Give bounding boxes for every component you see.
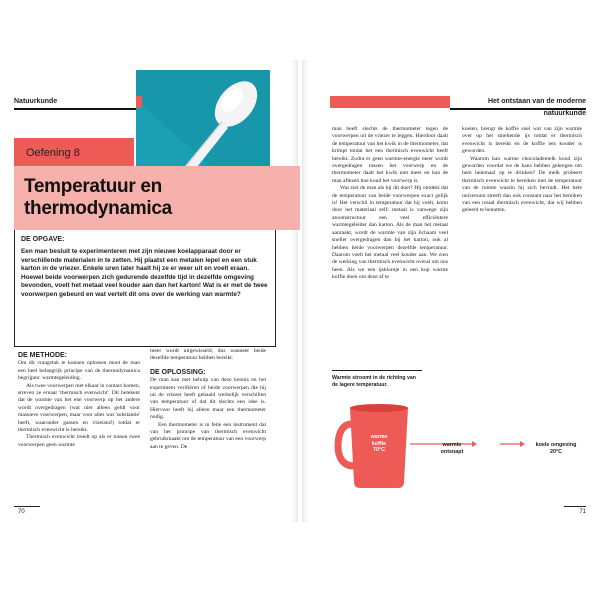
methode-paragraph-1: Om dit vraagstuk te kunnen oplossen moet de man een heel belangrijk principe van de thermodynamica begrijpen: warmtegeleiding. bbox=[18, 360, 140, 382]
col1-paragraph-2: Wat ziet de man als hij dit doet? Hij ontdekt dat de temperatuur van beide voorwerpen exact gelijk is! Het verschil in temperatuur dat hij voelt, komt door het materiaal zelf: metaal is vanwege zijn atoomstructuur een veel efficiëntere warmtegeleider dan karton. Als de man het metaal aanraakt, wordt de warmte van zijn lichaam veel sneller overgedragen dan bij het karton, ook al hebben beide voorwerpen dezelfde temperatuur. Daarom voelt het metaal veel kouder aan. We zien de werking van thermisch evenwicht overal om ons heen. Als we een ijsklontje in een kop warme koffie doen om deze af te bbox=[332, 185, 448, 281]
env-line-2: 20°C bbox=[549, 448, 563, 455]
col2-paragraph-1: koelen, brengt de koffie snel wat van zijn warmte over op het smeltende ijs totdat er thermisch evenwicht is bereikt en de koffie iets kouder is geworden. bbox=[462, 126, 582, 155]
title-box bbox=[14, 166, 300, 230]
mug-label-line-2: koffie bbox=[371, 440, 387, 447]
opgave-heading: DE OPGAVE: bbox=[21, 236, 65, 243]
diagram-caption: Warmte stroomt in de richting van de lagere temperatuur. bbox=[332, 370, 422, 388]
left-column-1 bbox=[18, 352, 140, 449]
mug-label bbox=[356, 434, 402, 454]
methode-paragraph-2: Als twee voorwerpen met elkaar in contact komen, streven ze ernaar 'thermisch evenwicht'. Dit betekent dat de warmte van het ene voorwerp op het andere wordt overgedragen (wat niet alleen geldt voor massieve voorwerpen, maar voor alles wat 'substantie' heeft, waaronder gassen en vloeistof) totdat er thermisch evenwicht is bereikt. bbox=[18, 382, 141, 434]
opgave-box bbox=[14, 230, 276, 347]
exercise-label: Oefening 8 bbox=[14, 138, 134, 168]
right-page bbox=[302, 60, 600, 522]
escape-line-1: warmte bbox=[442, 442, 462, 448]
page-title bbox=[24, 176, 172, 220]
accent-bar bbox=[330, 96, 450, 108]
methode-paragraph-3: Thermisch evenwicht treedt op als er tussen twee voorwerpen geen warmte bbox=[18, 434, 140, 448]
environment-label bbox=[528, 442, 584, 455]
env-line-1: koele omgeving bbox=[535, 442, 577, 448]
methode-heading: DE METHODE: bbox=[18, 352, 67, 359]
right-column-2 bbox=[462, 126, 582, 215]
col2-paragraph-1: meer wordt uitgewisseld, dus wanneer beide dezelfde temperatuur hebben bereikt. bbox=[150, 348, 266, 362]
opgave-text: Een man besluit te experimenteren met zijn nieuwe koelapparaat door er verschillende materialen in te zetten. Hij plaatst een metalen lepel en een stuk karton in de vriezer. Enkele uren later haalt hij ze er weer uit en voelt eraan. Hoewel beide voorwerpen zich gedurende dezelfde tijd in dezelfde omgeving bevonden, voelt het metaal veel kouder aan dan het karton! Wat is er met de twee voorwerpen gebeurd en wat vertelt dit ons over de werking van warmte? bbox=[21, 248, 268, 298]
accent-bar bbox=[136, 96, 142, 108]
section-tag: Natuurkunde bbox=[14, 96, 136, 110]
oplossing-paragraph-2: Een thermometer is in feite een instrument dat van het principe van thermisch evenwicht gebruikmaakt om de temperatuur van een voorwerp aan te geven. De bbox=[150, 421, 266, 450]
col1-paragraph-1: man heeft slechts de thermometer tegen de voorwerpen uit de vriezer te leggen. Hierdoor daalt de temperatuur van het kwik in de thermometer, dat krimpt totdat het een thermisch evenwicht heeft bereikt. Zodra er geen warmte-energie meer wordt overgedragen tussen het voorwerp en de thermometer daalt het kwik niet meer en kan de man aflezen hoe koud het voorwerp is. bbox=[332, 126, 448, 184]
arrow-head-2 bbox=[520, 441, 525, 447]
heat-escapes-label bbox=[432, 442, 472, 455]
mug-label-line-3: 70°C bbox=[372, 447, 386, 454]
left-column-2 bbox=[150, 348, 266, 451]
title-line-1: Temperatuur en bbox=[24, 176, 162, 197]
oplossing-paragraph-1: De man kan met behulp van deze kennis en het experiment verifiëren of beide voorwerpen die hij uit de vriezer heeft gehaald werkelijk verschillen van temperatuur of dat dit slechts een idee is. Hiervoor heeft hij alleen maar een thermometer nodig. bbox=[150, 377, 266, 421]
right-column-1 bbox=[332, 126, 448, 282]
page-number: 71 bbox=[564, 506, 586, 516]
arrow-head-1 bbox=[472, 441, 477, 447]
oplossing-heading: DE OPLOSSING: bbox=[150, 368, 206, 376]
mug-label-line-1: warme bbox=[370, 434, 388, 440]
title-line-2: thermodynamica bbox=[24, 198, 172, 219]
page-number: 70 bbox=[14, 506, 40, 516]
left-page bbox=[0, 60, 298, 522]
section-tag: Het ontstaan van de moderne natuurkunde bbox=[450, 96, 586, 110]
col2-paragraph-2: Waarom kan warme chocolademelk koud zijn geworden voordat we de kans hebben gekregen om hem helemaal op te drinken? De melk probeert thermisch evenwicht te bereiken met de temperatuur van de ruimte waarin hij zich bevindt. Het hele universum streeft dan ook constant naar het bereiken van een totaal thermisch evenwicht, dat wij hebben geleerd te benutten. bbox=[462, 155, 582, 214]
escape-line-2: ontsnapt bbox=[440, 448, 464, 455]
